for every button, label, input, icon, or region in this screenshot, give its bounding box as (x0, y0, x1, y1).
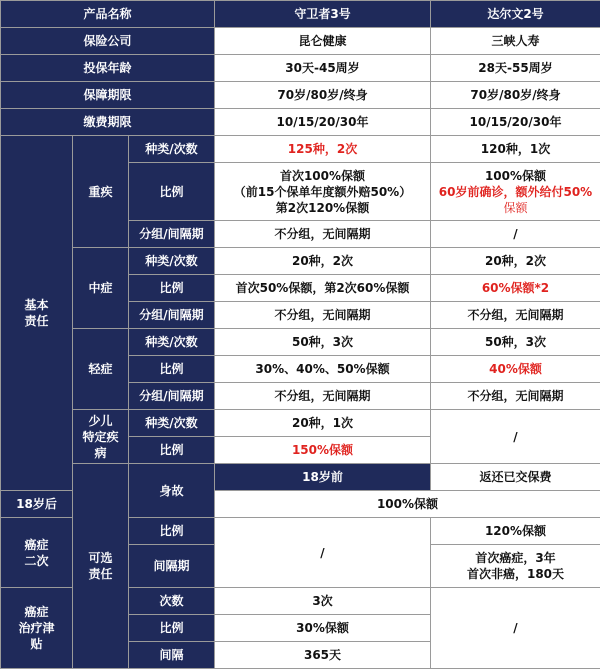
child-types-a: 20种，1次 (215, 410, 431, 437)
medium-group-a: 不分组，无间隔期 (215, 302, 431, 329)
product-name-label: 产品名称 (1, 1, 215, 28)
medium-types-row (1, 248, 600, 275)
medium-ratio-a: 首次50%保额，第2次60%保额 (215, 275, 431, 302)
mild-types-row (1, 329, 600, 356)
allowance-interval-a: 365天 (215, 642, 431, 669)
mild-types-a: 50种，3次 (215, 329, 431, 356)
age-row (1, 55, 600, 82)
cancer2-a: / (215, 518, 431, 588)
cancer2-label: 癌症 二次 (1, 518, 73, 588)
critical-types-b: 120种，1次 (431, 136, 600, 163)
sub-label: 比例 (129, 615, 215, 642)
row-label: 缴费期限 (1, 109, 215, 136)
mild-group-a: 不分组，无间隔期 (215, 383, 431, 410)
mild-types-b: 50种，3次 (431, 329, 600, 356)
payment-b: 10/15/20/30年 (431, 109, 600, 136)
critical-group-b: / (431, 221, 600, 248)
medium-types-a: 20种，2次 (215, 248, 431, 275)
basic-section-label: 基本 责任 (1, 136, 73, 491)
sub-label: 分组/间隔期 (129, 302, 215, 329)
sub-label: 间隔期 (129, 545, 215, 588)
child-label: 少儿 特定疾 病 (73, 410, 129, 464)
term-b: 70岁/80岁/终身 (431, 82, 600, 109)
mild-ratio-b: 40%保额 (431, 356, 600, 383)
death-before-value: 返还已交保费 (431, 464, 600, 491)
cancer2-ratio-b: 120%保额 (431, 518, 600, 545)
critical-ratio-a: 首次100%保额 （前15个保单年度额外赔50%） 第2次120%保额 (215, 163, 431, 221)
sub-label: 比例 (129, 275, 215, 302)
child-ratio-a: 150%保额 (215, 437, 431, 464)
sub-label: 种类/次数 (129, 329, 215, 356)
age-b: 28天-55周岁 (431, 55, 600, 82)
allowance-times-a: 3次 (215, 588, 431, 615)
child-b: / (431, 410, 600, 464)
critical-label: 重疾 (73, 136, 129, 248)
product-a-name: 守卫者3号 (215, 1, 431, 28)
payment-a: 10/15/20/30年 (215, 109, 431, 136)
sub-label: 种类/次数 (129, 248, 215, 275)
product-b-name: 达尔文2号 (431, 1, 600, 28)
death-before-row (1, 464, 600, 491)
sub-label: 比例 (129, 437, 215, 464)
sub-label: 分组/间隔期 (129, 383, 215, 410)
allowance-b: / (431, 588, 600, 669)
medium-ratio-b: 60%保额*2 (431, 275, 600, 302)
age-a: 30天-45周岁 (215, 55, 431, 82)
payment-row (1, 109, 600, 136)
medium-types-b: 20种，2次 (431, 248, 600, 275)
allowance-ratio-a: 30%保额 (215, 615, 431, 642)
sub-label: 次数 (129, 588, 215, 615)
mild-ratio-a: 30%、40%、50%保额 (215, 356, 431, 383)
optional-section-label: 可选 责任 (73, 464, 129, 669)
death-label: 身故 (129, 464, 215, 518)
company-b: 三峡人寿 (431, 28, 600, 55)
sub-label: 比例 (129, 163, 215, 221)
critical-ratio-b: 100%保额 60岁前确诊，额外给付50% 保额 (431, 163, 600, 221)
sub-label: 间隔 (129, 642, 215, 669)
mild-label: 轻症 (73, 329, 129, 410)
sub-label: 种类/次数 (129, 410, 215, 437)
row-label: 保险公司 (1, 28, 215, 55)
critical-types-a: 125种，2次 (215, 136, 431, 163)
sub-label: 18岁前 (215, 464, 431, 491)
row-label: 保障期限 (1, 82, 215, 109)
sub-label: 18岁后 (1, 491, 73, 518)
child-types-row (1, 410, 600, 437)
header-row (1, 1, 600, 28)
medium-group-b: 不分组，无间隔期 (431, 302, 600, 329)
sub-label: 比例 (129, 356, 215, 383)
company-row (1, 28, 600, 55)
row-label: 投保年龄 (1, 55, 215, 82)
cancer2-interval-b: 首次癌症，3年 首次非癌，180天 (431, 545, 600, 588)
sub-label: 比例 (129, 518, 215, 545)
mild-group-b: 不分组，无间隔期 (431, 383, 600, 410)
death-after-value: 100%保额 (215, 491, 600, 518)
medium-label: 中症 (73, 248, 129, 329)
sub-label: 种类/次数 (129, 136, 215, 163)
term-a: 70岁/80岁/终身 (215, 82, 431, 109)
critical-types-row (1, 136, 600, 163)
company-a: 昆仑健康 (215, 28, 431, 55)
sub-label: 分组/间隔期 (129, 221, 215, 248)
allowance-label: 癌症 治疗津 贴 (1, 588, 73, 669)
term-row (1, 82, 600, 109)
critical-group-a: 不分组，无间隔期 (215, 221, 431, 248)
